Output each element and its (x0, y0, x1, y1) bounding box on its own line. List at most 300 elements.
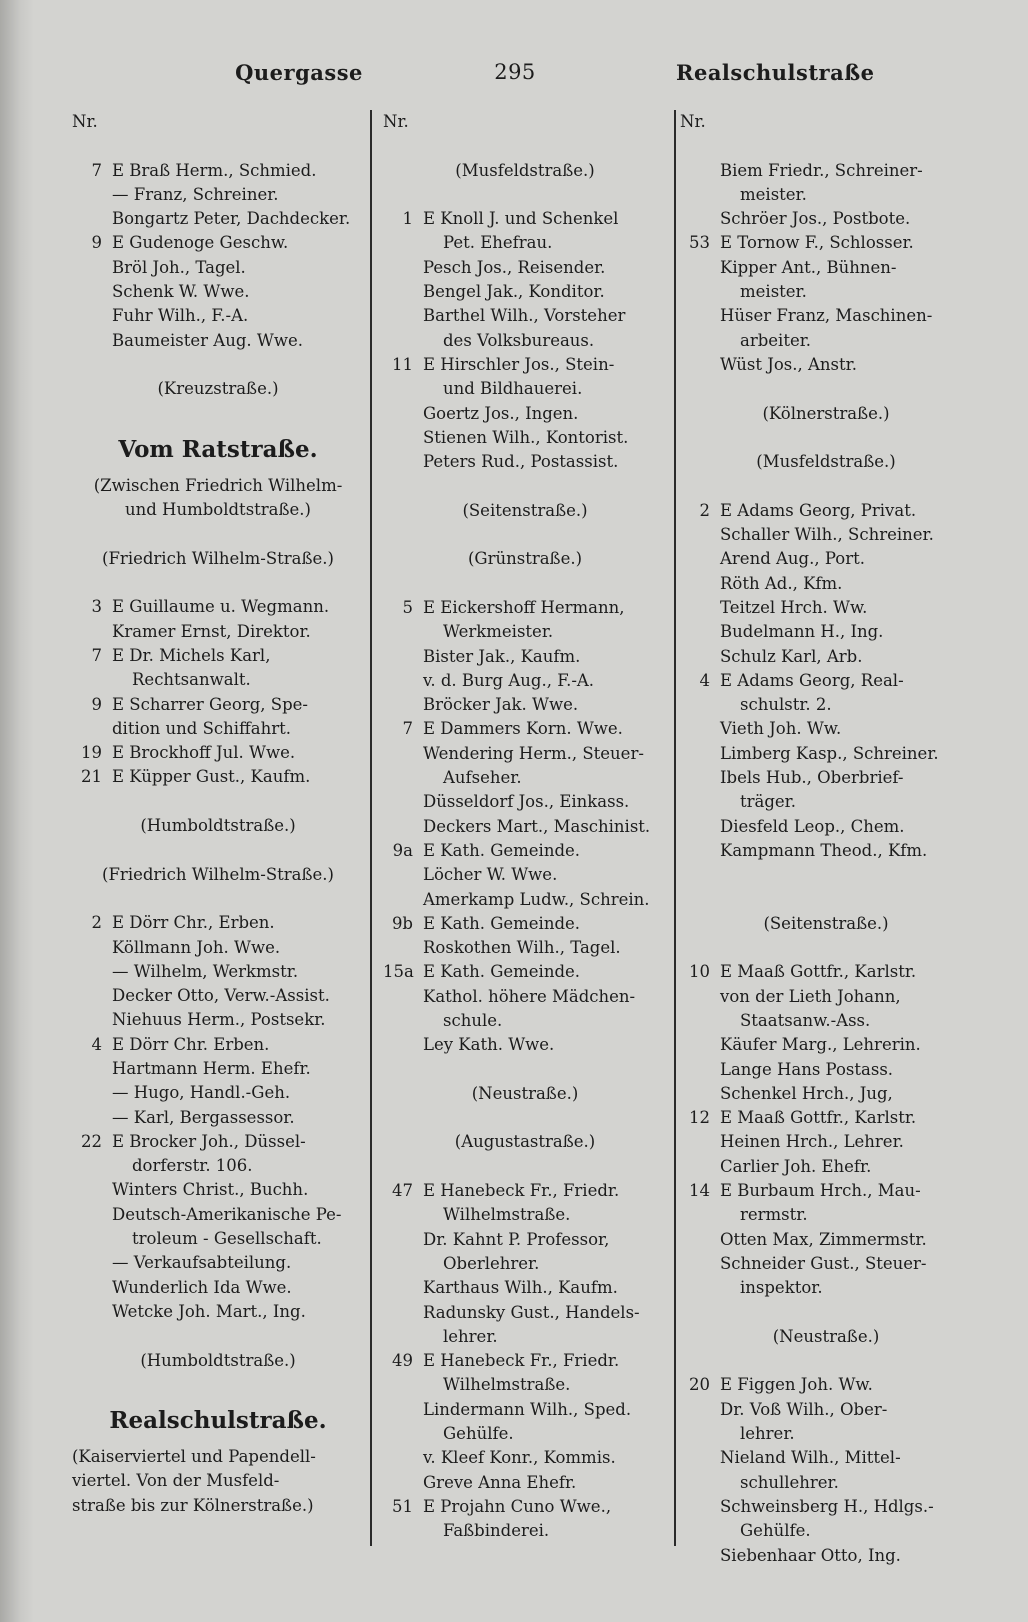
resident-text: Heinen Hrch., Lehrer. (720, 1132, 904, 1152)
resident-text: Greve Anna Ehefr. (423, 1472, 577, 1492)
house-number: 7 (402, 719, 413, 739)
directory-line (72, 1057, 364, 1081)
house-number: 20 (689, 1375, 710, 1395)
directory-line (680, 523, 972, 547)
entry-continuation (72, 1154, 364, 1178)
resident-text: E Dörr Chr., Erben. (112, 913, 275, 933)
number-column-label: Nr. (72, 112, 98, 131)
resident-text: E Kath. Gemeinde. (423, 840, 581, 860)
house-number: 49 (392, 1351, 413, 1371)
resident-text: Goertz Jos., Ingen. (423, 403, 579, 423)
resident-text: Limberg Kasp., Schreiner. (720, 743, 939, 763)
directory-line (72, 304, 364, 328)
directory-line (383, 450, 667, 474)
entry-continuation (383, 1422, 667, 1446)
street-subheading: (Humboldtstraße.) (140, 816, 296, 836)
entry-continuation (383, 377, 667, 401)
directory-line (680, 985, 972, 1009)
blank-line (72, 353, 364, 377)
resident-text: troleum - Gesellschaft. (132, 1229, 322, 1249)
resident-text: meister. (740, 282, 807, 302)
house-number: 12 (689, 1108, 710, 1128)
directory-line (680, 717, 972, 741)
resident-text: — Verkaufsabteilung. (112, 1253, 292, 1273)
resident-text: Rechtsanwalt. (132, 670, 251, 690)
resident-text: Siebenhaar Otto, Ing. (720, 1545, 901, 1565)
resident-text: Bengel Jak., Konditor. (423, 282, 605, 302)
directory-entry (72, 231, 364, 255)
entry-continuation (383, 1203, 667, 1227)
resident-text: E Kath. Gemeinde. (423, 913, 581, 933)
resident-text: Biem Friedr., Schreiner- (720, 160, 923, 180)
directory-line (680, 742, 972, 766)
house-number: 9 (91, 233, 102, 253)
house-number: 9a (392, 840, 413, 860)
directory-line (680, 572, 972, 596)
resident-text: Deutsch-Amerikanische Pe- (112, 1204, 342, 1224)
resident-text: E Küpper Gust., Kaufm. (112, 767, 311, 787)
blank-line (680, 863, 972, 887)
street-subheading: (Zwischen Friedrich Wilhelm- (93, 475, 343, 495)
blank-line (680, 936, 972, 960)
directory-line (383, 815, 667, 839)
directory-line (680, 353, 972, 377)
resident-text: Köllmann Joh. Wwe. (112, 937, 281, 957)
blank-line (680, 474, 972, 498)
directory-line (680, 1228, 972, 1252)
resident-text: E Tornow F., Schlosser. (720, 233, 914, 253)
resident-text: E Gudenoge Geschw. (112, 233, 289, 253)
house-number: 7 (91, 160, 102, 180)
entry-continuation (383, 1373, 667, 1397)
directory-line (383, 863, 667, 887)
street-subheading: (Augustastraße.) (454, 1132, 596, 1152)
directory-line (383, 1471, 667, 1495)
resident-text: — Franz, Schreiner. (112, 184, 279, 204)
house-number: 19 (81, 743, 102, 763)
directory-entry (680, 669, 972, 693)
street-subheading: (Kreuzstraße.) (157, 379, 279, 399)
blank-line (383, 474, 667, 498)
resident-text: Winters Christ., Buchh. (112, 1180, 309, 1200)
resident-text: Stienen Wilh., Kontorist. (423, 427, 629, 447)
resident-text: Käufer Marg., Lehrerin. (720, 1035, 921, 1055)
house-number: 1 (402, 209, 413, 229)
entry-continuation (383, 231, 667, 255)
resident-text: Teitzel Hrch. Ww. (720, 597, 868, 617)
resident-text: E Projahn Cuno Wwe., (423, 1496, 612, 1516)
resident-text: Schröer Jos., Postbote. (720, 209, 911, 229)
resident-text: Löcher W. Wwe. (423, 865, 558, 885)
entry-continuation (680, 693, 972, 717)
directory-line (680, 1495, 972, 1519)
directory-line (383, 985, 667, 1009)
resident-text: und Bildhauerei. (443, 379, 583, 399)
directory-line (680, 207, 972, 231)
entry-continuation (72, 668, 364, 692)
street-subheading: (Neustraße.) (471, 1083, 579, 1103)
directory-entry (383, 960, 667, 984)
directory-entry (680, 499, 972, 523)
directory-entry (383, 1495, 667, 1519)
directory-line (72, 1276, 364, 1300)
entry-continuation (383, 1009, 667, 1033)
resident-text: Ibels Hub., Oberbrief- (720, 768, 904, 788)
resident-text: lehrer. (443, 1326, 498, 1346)
resident-text: Schneider Gust., Steuer- (720, 1253, 927, 1273)
number-column-label: Nr. (680, 112, 706, 131)
resident-text: Düsseldorf Jos., Einkass. (423, 792, 630, 812)
resident-text: des Volksbureaus. (443, 330, 595, 350)
house-number: 21 (81, 767, 102, 787)
resident-text: rermstr. (740, 1205, 808, 1225)
directory-entry (383, 717, 667, 741)
directory-entry (72, 159, 364, 183)
entry-continuation (680, 790, 972, 814)
house-number: 4 (699, 670, 710, 690)
street-subheading: (Humboldtstraße.) (140, 1350, 296, 1370)
resident-text: Hüser Franz, Maschinen- (720, 306, 933, 326)
house-number: 3 (91, 597, 102, 617)
directory-line (72, 960, 364, 984)
directory-line (383, 1446, 667, 1470)
resident-text: E Hanebeck Fr., Friedr. (423, 1351, 620, 1371)
directory-line (680, 1155, 972, 1179)
entry-continuation (680, 1422, 972, 1446)
directory-line (72, 280, 364, 304)
entry-continuation (383, 1252, 667, 1276)
resident-text: Pet. Ehefrau. (443, 233, 553, 253)
directory-line (680, 547, 972, 571)
resident-text: Roskothen Wilh., Tagel. (423, 938, 621, 958)
house-number: 4 (91, 1034, 102, 1054)
directory-line (680, 159, 972, 183)
entry-continuation (383, 1519, 667, 1543)
directory-line (680, 1082, 972, 1106)
directory-line (383, 1398, 667, 1422)
house-number: 5 (402, 597, 413, 617)
resident-text: E Dörr Chr. Erben. (112, 1034, 270, 1054)
blank-line (72, 1324, 364, 1348)
resident-text: Lindermann Wilh., Sped. (423, 1399, 632, 1419)
entry-continuation (383, 1325, 667, 1349)
blank-line (680, 134, 972, 158)
house-number: 11 (392, 354, 413, 374)
directory-entry (680, 1373, 972, 1397)
resident-text: Diesfeld Leop., Chem. (720, 816, 905, 836)
blank-line (72, 522, 364, 546)
directory-line (383, 256, 667, 280)
directory-line (383, 1033, 667, 1057)
blank-line (72, 571, 364, 595)
resident-text: schullehrer. (740, 1472, 839, 1492)
directory-line (680, 1130, 972, 1154)
street-subheading: (Musfeldstraße.) (455, 160, 595, 180)
resident-text: Nieland Wilh., Mittel- (720, 1448, 901, 1468)
resident-text: Wendering Herm., Steuer- (423, 743, 644, 763)
directory-entry (383, 912, 667, 936)
directory-line (72, 1178, 364, 1202)
entry-continuation (680, 1203, 972, 1227)
blank-line (680, 1301, 972, 1325)
directory-line (72, 1008, 364, 1032)
directory-line (383, 790, 667, 814)
resident-text: Bongartz Peter, Dachdecker. (112, 209, 351, 229)
resident-text: Schulz Karl, Arb. (720, 646, 863, 666)
directory-entry (680, 960, 972, 984)
resident-text: dorferstr. 106. (132, 1156, 253, 1176)
resident-text: Karthaus Wilh., Kaufm. (423, 1278, 618, 1298)
resident-text: Bröl Joh., Tagel. (112, 257, 246, 277)
resident-text: Schenkel Hrch., Jug, (720, 1083, 893, 1103)
resident-text: E Hirschler Jos., Stein- (423, 354, 615, 374)
resident-text: Kampmann Theod., Kfm. (720, 840, 928, 860)
resident-text: Budelmann H., Ing. (720, 622, 884, 642)
resident-text: Vieth Joh. Ww. (720, 719, 842, 739)
entry-continuation (383, 329, 667, 353)
resident-text: Schaller Wilh., Schreiner. (720, 525, 934, 545)
resident-text: E Brockhoff Jul. Wwe. (112, 743, 296, 763)
resident-text: Radunsky Gust., Handels- (423, 1302, 640, 1322)
blank-line (680, 888, 972, 912)
house-number: 47 (392, 1181, 413, 1201)
house-number: 51 (392, 1496, 413, 1516)
directory-line (680, 256, 972, 280)
directory-line (680, 645, 972, 669)
resident-text: E Dr. Michels Karl, (112, 645, 271, 665)
blank-line (383, 1106, 667, 1130)
resident-text: Ley Kath. Wwe. (423, 1035, 555, 1055)
number-column-label: Nr. (383, 112, 409, 131)
page-number: 295 (494, 60, 536, 84)
entry-continuation (680, 1009, 972, 1033)
street-subheading: (Kölnerstraße.) (762, 403, 890, 423)
resident-text: Röth Ad., Kfm. (720, 573, 843, 593)
directory-line (72, 984, 364, 1008)
resident-text: Kipper Ant., Bühnen- (720, 257, 897, 277)
directory-line (383, 304, 667, 328)
directory-line (680, 839, 972, 863)
directory-line (72, 1081, 364, 1105)
resident-text: E Figgen Joh. Ww. (720, 1375, 873, 1395)
resident-text: Bröcker Jak. Wwe. (423, 695, 579, 715)
resident-text: E Burbaum Hrch., Mau- (720, 1181, 921, 1201)
resident-text: E Kath. Gemeinde. (423, 962, 581, 982)
directory-entry (383, 1179, 667, 1203)
street-note: viertel. Von der Musfeld- (72, 1471, 280, 1491)
resident-text: arbeiter. (740, 330, 812, 350)
directory-line (72, 936, 364, 960)
directory-entry (680, 1179, 972, 1203)
resident-text: Wetcke Joh. Mart., Ing. (112, 1301, 306, 1321)
resident-text: Staatsanw.-Ass. (740, 1010, 871, 1030)
directory-line (72, 183, 364, 207)
resident-text: Deckers Mart., Maschinist. (423, 816, 651, 836)
resident-text: E Scharrer Georg, Spe- (112, 694, 308, 714)
resident-text: E Braß Herm., Schmied. (112, 160, 317, 180)
resident-text: Peters Rud., Postassist. (423, 452, 619, 472)
blank-line (383, 183, 667, 207)
street-subheading: (Seitenstraße.) (763, 913, 889, 933)
resident-text: dition und Schiffahrt. (112, 718, 292, 738)
directory-line (383, 1301, 667, 1325)
resident-text: v. Kleef Konr., Kommis. (423, 1448, 616, 1468)
directory-line (72, 207, 364, 231)
street-note: (Kaiserviertel und Papendell- (72, 1447, 316, 1467)
directory-line (72, 717, 364, 741)
house-number: 9b (391, 913, 413, 933)
resident-text: E Adams Georg, Real- (720, 670, 904, 690)
resident-text: Wüst Jos., Anstr. (720, 354, 857, 374)
entry-continuation (680, 1471, 972, 1495)
column-divider (370, 110, 372, 1546)
directory-entry (680, 1106, 972, 1130)
directory-line (383, 742, 667, 766)
entry-continuation (72, 1227, 364, 1251)
resident-text: Gehülfe. (740, 1521, 811, 1541)
directory-line (680, 1058, 972, 1082)
house-number: 9 (91, 694, 102, 714)
resident-text: Niehuus Herm., Postsekr. (112, 1010, 326, 1030)
directory-line (680, 1252, 972, 1276)
directory-entry (72, 1033, 364, 1057)
street-subheading: (Musfeldstraße.) (756, 452, 896, 472)
resident-text: E Knoll J. und Schenkel (423, 209, 619, 229)
resident-text: Fuhr Wilh., F.-A. (112, 306, 249, 326)
resident-text: v. d. Burg Aug., F.-A. (423, 670, 595, 690)
entry-continuation (680, 329, 972, 353)
resident-text: Lange Hans Postass. (720, 1059, 894, 1079)
directory-line (383, 669, 667, 693)
blank-line (680, 377, 972, 401)
house-number: 15a (383, 962, 414, 982)
street-subheading: (Neustraße.) (772, 1326, 880, 1346)
directory-line (383, 693, 667, 717)
directory-line (72, 1203, 364, 1227)
directory-line (680, 620, 972, 644)
column-2 (383, 110, 667, 1544)
entry-continuation (680, 183, 972, 207)
entry-continuation (383, 620, 667, 644)
resident-text: E Guillaume u. Wegmann. (112, 597, 330, 617)
blank-line (383, 1155, 667, 1179)
resident-text: Wilhelmstraße. (443, 1375, 571, 1395)
directory-line (72, 1251, 364, 1275)
directory-line (383, 1228, 667, 1252)
directory-line (680, 1398, 972, 1422)
directory-entry (72, 644, 364, 668)
column-1 (72, 110, 364, 1518)
resident-text: lehrer. (740, 1424, 795, 1444)
directory-line (680, 1544, 972, 1568)
directory-line (383, 280, 667, 304)
resident-text: Dr. Kahnt P. Professor, (423, 1229, 610, 1249)
directory-line (383, 888, 667, 912)
resident-text: Decker Otto, Verw.-Assist. (112, 986, 330, 1006)
resident-text: träger. (740, 792, 797, 812)
directory-entry (72, 765, 364, 789)
directory-line (72, 1300, 364, 1324)
directory-line (72, 620, 364, 644)
house-number: 7 (91, 645, 102, 665)
resident-text: Dr. Voß Wilh., Ober- (720, 1399, 888, 1419)
resident-text: Arend Aug., Port. (720, 549, 865, 569)
resident-text: E Brocker Joh., Düssel- (112, 1131, 306, 1151)
house-number: 2 (91, 913, 102, 933)
resident-text: Kathol. höhere Mädchen- (423, 986, 636, 1006)
entry-continuation (680, 280, 972, 304)
resident-text: Kramer Ernst, Direktor. (112, 621, 311, 641)
resident-text: — Wilhelm, Werkmstr. (112, 961, 299, 981)
directory-entry (383, 1349, 667, 1373)
resident-text: inspektor. (740, 1278, 823, 1298)
page-edge-shadow (0, 0, 34, 1622)
directory-line (383, 936, 667, 960)
house-number: 10 (689, 962, 710, 982)
directory-entry (72, 693, 364, 717)
resident-text: Gehülfe. (443, 1424, 514, 1444)
directory-entry (383, 207, 667, 231)
resident-text: Wunderlich Ida Wwe. (112, 1277, 292, 1297)
resident-text: meister. (740, 184, 807, 204)
resident-text: Werkmeister. (443, 622, 554, 642)
blank-line (680, 1349, 972, 1373)
resident-text: Bister Jak., Kaufm. (423, 646, 581, 666)
resident-text: Aufseher. (443, 768, 522, 788)
street-subheading: (Grünstraße.) (467, 549, 583, 569)
directory-line (680, 596, 972, 620)
resident-text: Barthel Wilh., Vorsteher (423, 306, 626, 326)
street-subheading: (Friedrich Wilhelm-Straße.) (102, 864, 334, 884)
blank-line (72, 402, 364, 426)
directory-line (383, 645, 667, 669)
resident-text: Pesch Jos., Reisender. (423, 257, 606, 277)
directory-line (383, 402, 667, 426)
resident-text: schule. (443, 1010, 503, 1030)
resident-text: Otten Max, Zimmermstr. (720, 1229, 927, 1249)
house-number: 14 (689, 1181, 710, 1201)
blank-line (383, 523, 667, 547)
resident-text: von der Lieth Johann, (720, 986, 901, 1006)
resident-text: Oberlehrer. (443, 1253, 540, 1273)
blank-line (72, 1373, 364, 1397)
blank-line (383, 1058, 667, 1082)
directory-line (680, 766, 972, 790)
resident-text: E Maaß Gottfr., Karlstr. (720, 1108, 917, 1128)
resident-text: E Adams Georg, Privat. (720, 500, 917, 520)
directory-line (383, 1276, 667, 1300)
column-3 (680, 110, 972, 1568)
resident-text: — Hugo, Handl.-Geh. (112, 1083, 291, 1103)
resident-text: Baumeister Aug. Wwe. (112, 330, 303, 350)
blank-line (383, 572, 667, 596)
resident-text: Amerkamp Ludw., Schrein. (423, 889, 650, 909)
directory-line (680, 304, 972, 328)
blank-line (680, 426, 972, 450)
directory-entry (383, 353, 667, 377)
entry-continuation (383, 766, 667, 790)
street-subheading: und Humboldtstraße.) (125, 500, 311, 520)
resident-text: Schenk W. Wwe. (112, 282, 250, 302)
directory-entry (383, 596, 667, 620)
house-number: 22 (81, 1131, 102, 1151)
resident-text: E Hanebeck Fr., Friedr. (423, 1181, 620, 1201)
directory-line (72, 1106, 364, 1130)
resident-text: E Dammers Korn. Wwe. (423, 719, 623, 739)
running-head-left: Quergasse (235, 60, 363, 85)
street-note: straße bis zur Kölnerstraße.) (72, 1495, 314, 1515)
street-title: Realschulstraße. (109, 1407, 327, 1435)
